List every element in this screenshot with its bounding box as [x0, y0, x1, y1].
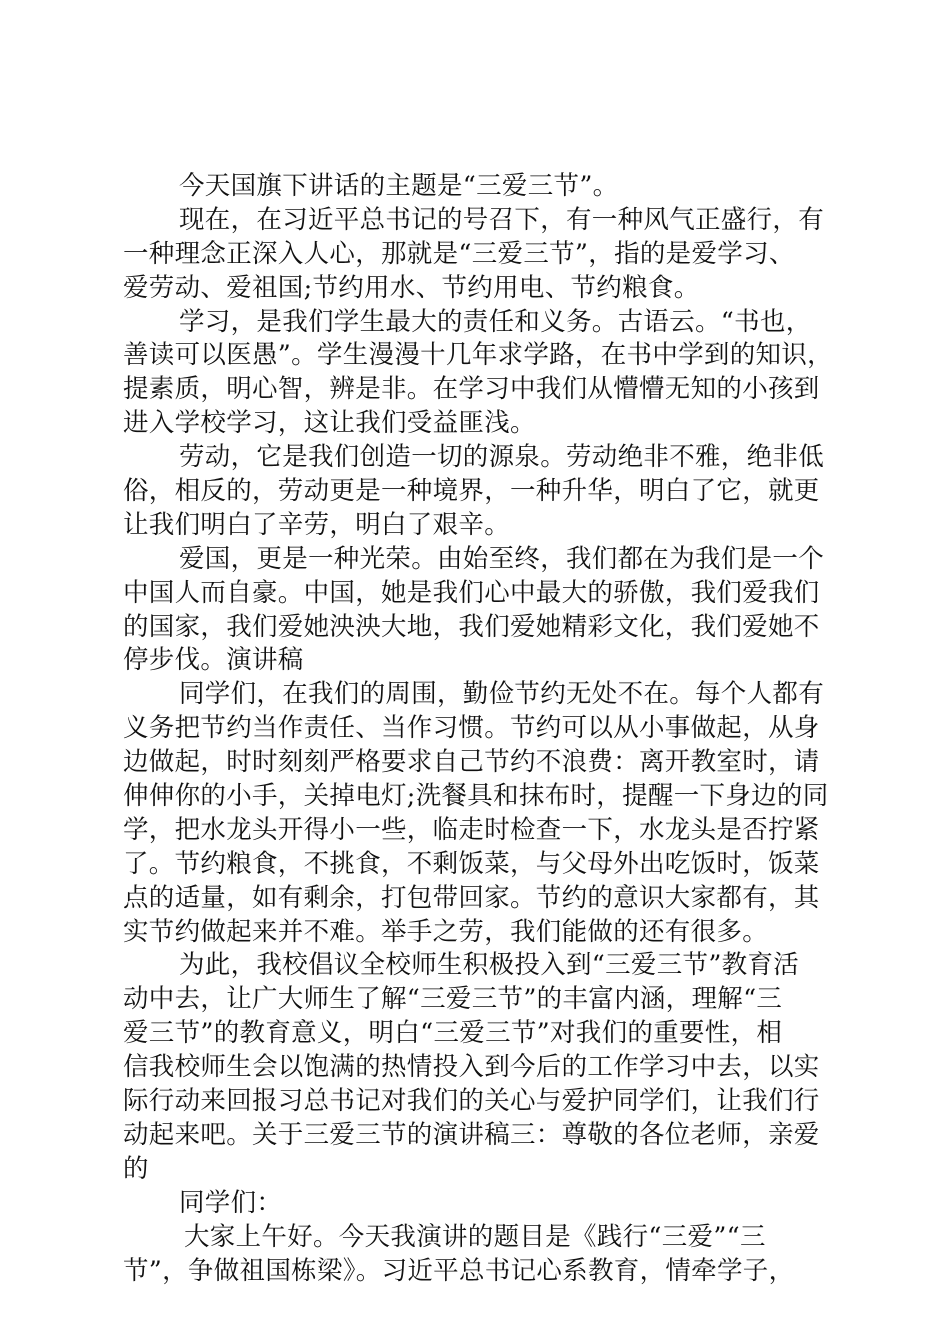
text-line: 同学们： — [179, 1187, 283, 1218]
text-line: 的国家，我们爱她泱泱大地，我们爱她精彩文化，我们爱她不 — [123, 611, 820, 642]
text-line: 让我们明白了辛劳，明白了艰辛。 — [123, 509, 511, 540]
text-line: 大家上午好。今天我演讲的题目是《践行“三爱”“三 — [184, 1221, 766, 1252]
text-line: 实节约做起来并不难。举手之劳，我们能做的还有很多。 — [123, 916, 769, 947]
text-line: 劳动，它是我们创造一切的源泉。劳动绝非不雅，绝非低 — [179, 442, 825, 473]
text-line: 提素质，明心智，辨是非。在学习中我们从懵懵无知的小孩到 — [123, 374, 820, 405]
text-line: 爱劳动、爱祖国;节约用水、节约用电、节约粮食。 — [123, 272, 700, 303]
text-line: 学习，是我们学生最大的责任和义务。古语云。“书也， — [179, 306, 812, 337]
text-line: 爱三节”的教育意义，明白“三爱三节”对我们的重要性，相 — [123, 1018, 783, 1049]
text-line: 信我校师生会以饱满的热情投入到今后的工作学习中去，以实 — [123, 1052, 820, 1083]
text-line: 今天国旗下讲话的主题是“三爱三节”。 — [179, 171, 619, 201]
text-line: 为此，我校倡议全校师生积极投入到“三爱三节”教育活 — [179, 950, 800, 981]
text-line: 点的适量，如有剩余，打包带回家。节约的意识大家都有，其 — [123, 882, 820, 913]
text-line: 动起来吧。关于三爱三节的演讲稿三：尊敬的各位老师，亲爱 — [123, 1119, 820, 1150]
text-line: 义务把节约当作责任、当作习惯。节约可以从小事做起，从身 — [123, 713, 820, 744]
text-line: 同学们，在我们的周围，勤俭节约无处不在。每个人都有 — [179, 679, 825, 710]
document-body — [123, 170, 843, 1288]
text-line: 边做起，时时刻刻严格要求自己节约不浪费：离开教室时，请 — [123, 747, 820, 778]
text-line: 进入学校学习，这让我们受益匪浅。 — [123, 408, 536, 439]
text-line: 善读可以医愚”。学生漫漫十几年求学路，在书中学到的知识， — [123, 340, 833, 371]
text-line: 一种理念正深入人心，那就是“三爱三节”，指的是爱学习、 — [123, 238, 795, 269]
text-line: 学，把水龙头开得小一些，临走时检查一下，水龙头是否拧紧 — [123, 814, 820, 845]
text-line: 俗，相反的，劳动更是一种境界，一种升华，明白了它，就更 — [123, 476, 820, 507]
text-line: 现在，在习近平总书记的号召下，有一种风气正盛行，有 — [179, 204, 825, 235]
text-line: 伸伸你的小手，关掉电灯;洗餐具和抹布时，提醒一下身边的同 — [123, 781, 829, 812]
text-line: 动中去，让广大师生了解“三爱三节”的丰富内涵，理解“三 — [123, 984, 783, 1015]
text-line: 了。节约粮食，不挑食，不剩饭菜，与父母外出吃饭时，饭菜 — [123, 848, 820, 879]
text-line: 停步伐。演讲稿 — [123, 645, 304, 676]
text-line: 爱国，更是一种光荣。由始至终，我们都在为我们是一个 — [179, 543, 825, 574]
text-line: 的 — [123, 1153, 149, 1184]
text-line: 际行动来回报习总书记对我们的关心与爱护同学们，让我们行 — [123, 1086, 820, 1117]
text-line: 节”，争做祖国栋梁》。习近平总书记心系教育，情牵学子， — [123, 1255, 795, 1286]
text-line: 中国人而自豪。中国，她是我们心中最大的骄傲，我们爱我们 — [123, 577, 820, 608]
